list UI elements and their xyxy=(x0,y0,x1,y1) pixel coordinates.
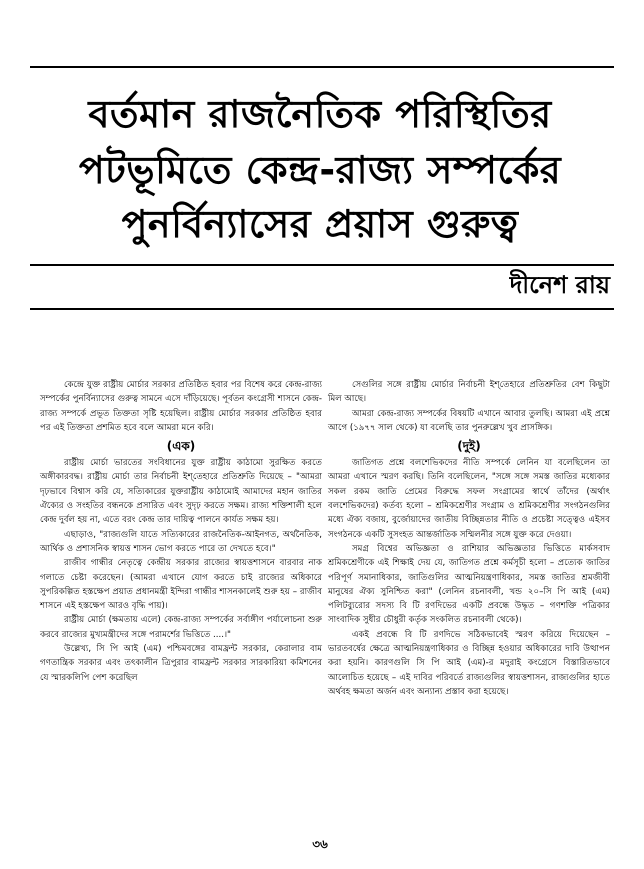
paragraph: একই প্রবন্ধে বি টি রণদিভে সঠিকভাবেই স্মরণ করিয়ে দিয়েছেন – ভারতবর্ষের ক্ষেত্রে আত্মনিয়ন্ত্রণাধিকার ও বিচ্ছিন্ন হওয়ার অধিকারের দাবি উত্থাপন করা হয়নি। কারণগুলি সি পি আই (এম)-র মদুরাই কংগ্রেসে বিস্তারিতভাবে আলোচিত হয়েছে – এই দাবির পরিবর্তে রাজ্যগুলির স্বায়ত্তশাসন, রাজ্যগুলির হাতে অর্থবহ ক্ষমতা অর্জন এবং অন্যান্য প্রস্তাব করা হয়েছে। xyxy=(328,629,610,697)
title-line-1: বর্তমান রাজনৈতিক পরিস্থিতির xyxy=(88,92,552,136)
paragraph: আমরা কেন্দ্র-রাজ্য সম্পর্কের বিষয়টি এখানে আবার তুলছি। আমরা এই প্রশ্নে আগে (১৯৭৭ সাল থেকে) যা বলেছি তার পুনরুল্লেখ খুব প্রাসঙ্গিক। xyxy=(328,408,610,433)
paragraph: সেগুলির সঙ্গে রাষ্ট্রীয় মোর্চার নির্বাচনী ইশ্‌তেহারে প্রতিশ্রুতির বেশ কিছুটা মিল আছে। xyxy=(328,380,610,405)
author-divider-rule xyxy=(30,308,614,310)
title-line-2: পটভূমিতে কেন্দ্র-রাজ্য সম্পর্কের xyxy=(78,148,562,192)
title-divider-rule xyxy=(30,264,614,266)
top-rule xyxy=(30,66,614,68)
paragraph: উল্লেখ্য, সি পি আই (এম) পশ্চিমবঙ্গের বামফ্রন্ট সরকার, কেরালার বাম গণতান্ত্রিক সরকার এবং তৎকালীন ত্রিপুরার বামফ্রন্ট সরকার সারকারিয়া কমিশনের যে স্মারকলিপি পেশ করেছিল xyxy=(40,644,322,683)
paragraph: সমগ্র বিশ্বের অভিজ্ঞতা ও রাশিয়ার অভিজ্ঞতার ভিত্তিতে মার্কসবাদ শ্রমিকশ্রেণীকে এই শিক্ষাই দেয় যে, জাতিগত প্রশ্নে কর্মসূচী হলো – প্রত্যেক জাতির পরিপূর্ণ সমানাধিকার, জাতিগুলির আত্মনিয়ন্ত্রণাধিকার, সমস্ত জাতির শ্রমজীবী মানুষের ঐক্য সুনিশ্চিত করা" (লেনিন রচনাবলী, খন্ড ২০–সি পি আই (এম) পলিটব্যুরোর সদস্য বি টি রণদিভের একটি প্রবন্ধে উদ্ধৃত – গণশক্তি পত্রিকার সাংবাদিক সুধীর চৌধুরী কর্তৃক সংকলিত রচনাবলী থেকে)। xyxy=(328,543,610,626)
section-heading: (এক) xyxy=(166,439,196,454)
paragraph: এছাড়াও, "রাজ্যগুলি যাতে সত্যিকারের রাজনৈতিক-আইনগত, অর্থনৈতিক, আর্থিক ও প্রশাসনিক স্বায়ত্ত শাসন ভোগ করতে পারে তা দেখতে হবে।" xyxy=(40,529,322,554)
left-column xyxy=(40,378,322,685)
paragraph: রাজীব গান্ধীর নেতৃত্বে কেন্দ্রীয় সরকার রাজ্যের স্বায়ত্তশাসনে বারবার নাক গলাতে চেষ্টা করেছেন। (আমরা এখানে যোগ করতে চাই রাজ্যের অধিকারে সুপরিকল্পিত হস্তক্ষেপ প্রয়াত প্রধানমন্ত্রী ইন্দিরা গান্ধীর শাসনকালেই শুরু হয় – রাজীব শাসনে এই হস্তক্ষেপ আরও বৃদ্ধি পায়)। xyxy=(40,558,322,612)
paragraph: রাষ্ট্রীয় মোর্চা (ক্ষমতায় এলে) কেন্দ্র-রাজ্য সম্পর্কের সর্বাঙ্গীণ পর্যালোচনা শুরু করবে রাজ্যের মুখ্যমন্ত্রীদের সঙ্গে পরামর্শের ভিত্তিতে ....।" xyxy=(40,615,322,640)
right-column xyxy=(328,378,610,699)
paragraph: রাষ্ট্রীয় মোর্চা ভারতের সংবিধানের যুক্ত রাষ্ট্রীয় কাঠামো সুরক্ষিত করতে অঙ্গীকারবদ্ধ। রাষ্ট্রীয় মোর্চা তার নির্বাচনী ইশ্‌তেহারে প্রতিশ্রুতি দিয়েছে – "আমরা দৃঢ়ভাবে বিশ্বাস করি যে, সত্যিকারের যুক্তরাষ্ট্রীয় কাঠামোই আমাদের মহান জাতির ঐক্যের ও সংহতির বন্ধনকে প্রসারিত এবং সুদৃঢ় করতে সক্ষম। রাজ্য শক্তিশালী হলে কেন্দ্র দুর্বল হয় না, এতে বরং কেন্দ্র তার দায়িত্ব পালনে কার্যত সক্ষম হয়। xyxy=(40,458,322,526)
section-heading: (দুই) xyxy=(457,439,481,454)
author-name: দীনেশ রায় xyxy=(509,271,610,299)
title-line-3: পুনর্বিন্যাসের প্রয়াস গুরুত্ব xyxy=(121,202,519,246)
page-number: ৩৬ xyxy=(312,837,328,851)
paragraph: কেন্দ্রে যুক্ত রাষ্ট্রীয় মোর্চার সরকার প্রতিষ্ঠিত হবার পর বিশেষ করে কেন্দ্র-রাজ্য সম্পর্কের পুনর্বিন্যাসের গুরুত্ব সামনে এসে দাঁড়িয়েছে। পূর্বতন কংগ্রেসী শাসনে কেন্দ্র-রাজ্য সম্পর্কে প্রভূত তিক্ততা সৃষ্টি হয়েছিল। রাষ্ট্রীয় মোর্চার সরকার প্রতিষ্ঠিত হবার পর এই তিক্ততা প্রশমিত হবে বলে আমরা মনে করি। xyxy=(40,380,322,433)
paragraph: জাতিগত প্রশ্নে বলশেভিকদের নীতি সম্পর্কে লেনিন যা বলেছিলেন তা আমরা এখানে স্মরণ করছি। তিনি বলেছিলেন, "সঙ্গে সঙ্গে সমস্ত জাতির মধ্যেকার সকল রকম জাতি প্রেমের বিরুদ্ধে সফল সংগ্রামের স্বার্থে তাঁদের (অর্থাৎ বলশেভিকদের) কর্তব্য হলো – শ্রমিকশ্রেণীর সংগ্রাম ও শ্রমিকশ্রেণীর সংগঠনগুলির মধ্যে ঐক্য বজায়, বুর্জোয়াদের জাতীয় বিচ্ছিন্নতার নীতি ও প্রচেষ্টা সত্ত্বেও এইসব সংগঠনকে একটি সুসংহত আন্তর্জাতিক সম্মিলনীর সঙ্গে যুক্ত করে দেওয়া। xyxy=(328,458,610,540)
